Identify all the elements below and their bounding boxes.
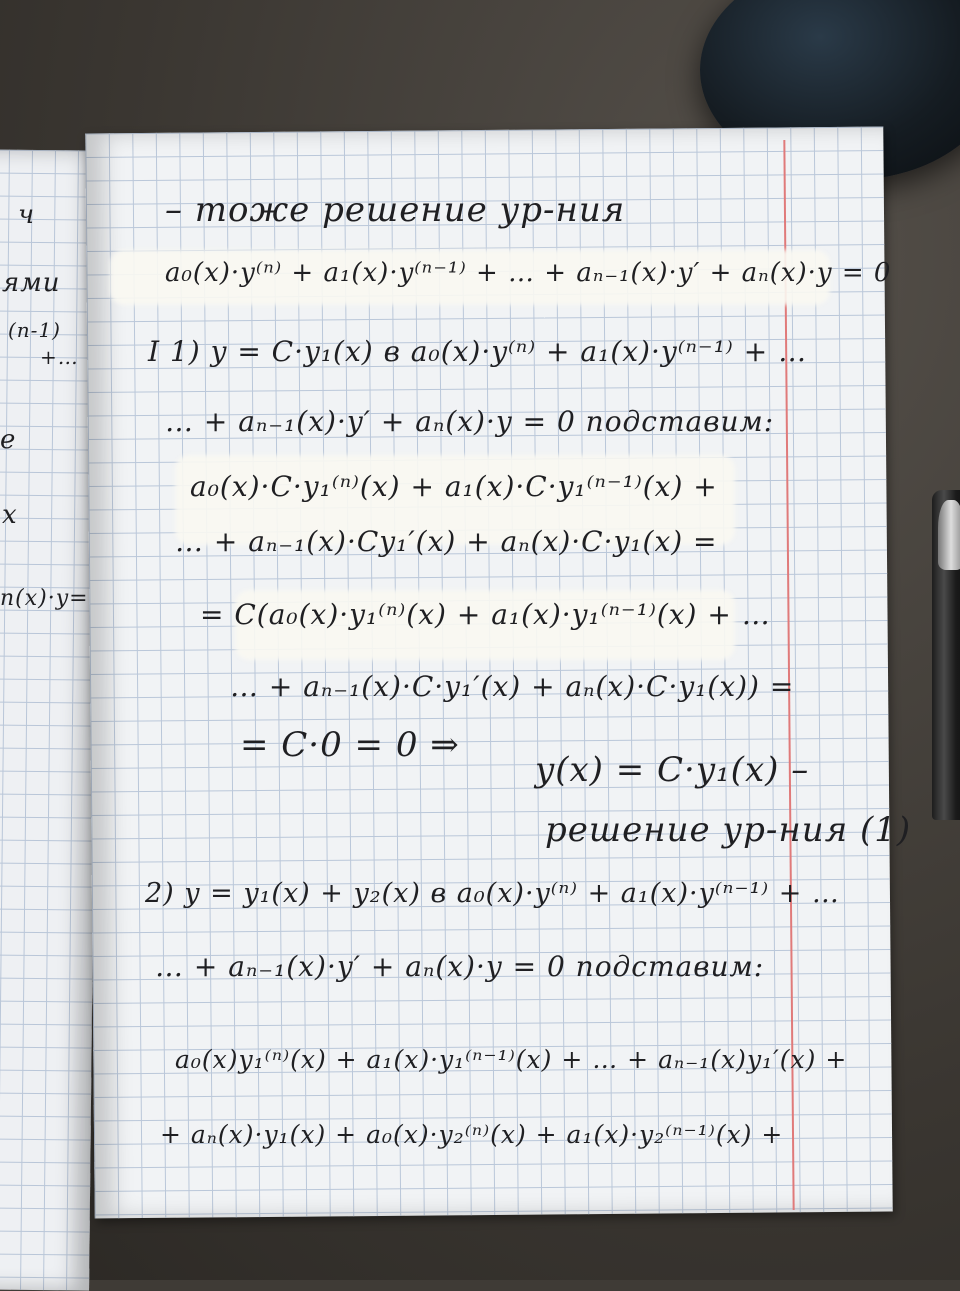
handwritten-line: … + aₙ₋₁(x)·C·y₁′(x) + aₙ(x)·C·y₁(x)) =: [230, 670, 795, 703]
left-fragment: х: [2, 500, 18, 530]
handwritten-line: + aₙ(x)·y₁(x) + a₀(x)·y₂⁽ⁿ⁾(x) + a₁(x)·y₂⁽ⁿ⁻¹⁾(x) +: [160, 1120, 784, 1149]
handwritten-line: y(x) = C·y₁(x) –: [535, 750, 810, 790]
left-fragment: е: [0, 425, 17, 455]
left-fragment: ями: [2, 268, 61, 298]
left-fragment: +…: [40, 345, 79, 369]
handwritten-line: … + aₙ₋₁(x)·y′ + aₙ(x)·y = 0 подставим:: [155, 950, 765, 983]
handwritten-line: … + aₙ₋₁(x)·y′ + aₙ(x)·y = 0 подставим:: [165, 405, 775, 438]
pen-tip: [938, 500, 960, 570]
handwritten-line: a₀(x)·C·y₁⁽ⁿ⁾(x) + a₁(x)·C·y₁⁽ⁿ⁻¹⁾(x) +: [190, 470, 718, 503]
handwritten-line: = C·0 = 0 ⇒: [240, 725, 460, 765]
handwritten-line: решение ур-ния (1): [545, 810, 912, 850]
handwritten-line: – тоже решение ур-ния: [165, 190, 626, 230]
handwritten-line: 2) y = y₁(x) + y₂(x) в a₀(x)·y⁽ⁿ⁾ + a₁(x)·y⁽ⁿ⁻¹⁾ + …: [145, 878, 840, 909]
handwritten-line: = C(a₀(x)·y₁⁽ⁿ⁾(x) + a₁(x)·y₁⁽ⁿ⁻¹⁾(x) + …: [200, 598, 771, 631]
handwritten-line: … + aₙ₋₁(x)·Cy₁′(x) + aₙ(x)·C·y₁(x) =: [175, 525, 718, 558]
left-fragment: n(x)·y=: [0, 586, 89, 611]
left-fragment: (n-1): [8, 318, 61, 342]
left-fragment: ч: [18, 200, 36, 230]
handwritten-line: I 1) y = C·y₁(x) в a₀(x)·y⁽ⁿ⁾ + a₁(x)·y⁽ⁿ⁻¹⁾ + …: [148, 335, 808, 368]
handwritten-line: a₀(x)·y⁽ⁿ⁾ + a₁(x)·y⁽ⁿ⁻¹⁾ + … + aₙ₋₁(x)·y′ + aₙ(x)·y = 0: [165, 258, 892, 288]
handwritten-line: a₀(x)y₁⁽ⁿ⁾(x) + a₁(x)·y₁⁽ⁿ⁻¹⁾(x) + … + aₙ₋₁(x)y₁′(x) +: [175, 1045, 848, 1074]
